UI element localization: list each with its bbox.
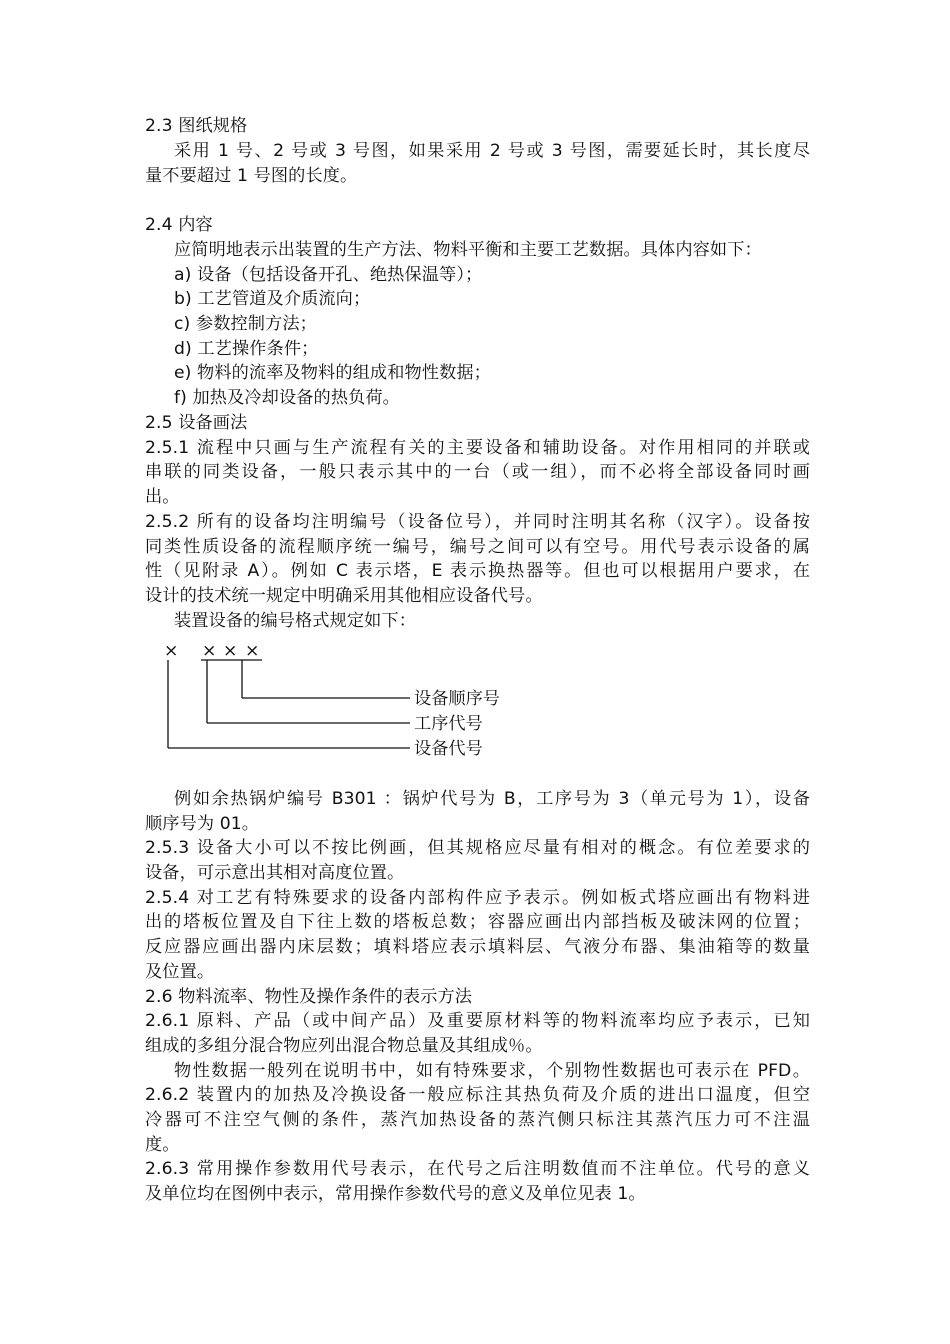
label-sequence-number: 设备顺序号 [414,689,500,709]
paragraph-line: 装置设备的编号格式规定如下： [174,611,417,631]
paragraph-line: 设备，可示意出其相对高度位置。 [145,863,405,883]
paragraph-line: 及单位均在图例中表示，常用操作参数代号的意义及单位见表 1。 [145,1184,646,1204]
paragraph-line: 顺序号为 01。 [145,814,260,834]
mark-equipment-code: × [164,641,179,661]
list-item-f: f) 加热及冷却设备的热负荷。 [174,388,400,408]
list-item-d: d) 工艺操作条件； [174,339,319,359]
section-heading-2-3: 2.3 图纸规格 [145,116,248,136]
paragraph-line: 2.6.2 装置内的加热及冷换设备一般应标注其热负荷及介质的进出口温度，但空 [145,1085,810,1105]
paragraph-line: 性（见附录 A）。例如 C 表示塔，E 表示换热器等。但也可以根据用户要求，在 [145,561,810,581]
paragraph-line: 组成的多组分混合物应列出混合物总量及其组成％。 [145,1036,543,1056]
list-item-e: e) 物料的流率及物料的组成和物性数据； [174,363,491,383]
paragraph-line: 设计的技术统一规定中明确采用其他相应设备代号。 [145,586,543,606]
paragraph-line: 2.6.1 原料、产品（或中间产品）及重要原材料等的物料流率均应予表示，已知 [145,1011,810,1031]
paragraph-line: 同类性质设备的流程顺序统一编号，编号之间可以有空号。用代号表示设备的属 [145,537,810,557]
section-heading-2-5: 2.5 设备画法 [145,413,248,433]
paragraph-line: 2.5.4 对工艺有特殊要求的设备内部构件应予表示。例如板式塔应画出有物料进 [145,888,810,908]
paragraph-line: 串联的同类设备，一般只表示其中的一台（或一组），而不必将全部设备同时画 [145,462,810,482]
paragraph-line: 2.6.3 常用操作参数用代号表示，在代号之后注明数值而不注单位。代号的意义 [145,1159,810,1179]
section-heading-2-6: 2.6 物料流率、物性及操作条件的表示方法 [145,987,473,1007]
paragraph-line: 及位置。 [145,962,215,982]
list-item-b: b) 工艺管道及介质流向； [174,289,371,309]
paragraph-line: 度。 [145,1135,180,1155]
paragraph-line: 冷器可不注空气侧的条件，蒸汽加热设备的蒸汽侧只标注其蒸汽压力可不注温 [145,1110,810,1130]
section-heading-2-4: 2.4 内容 [145,215,213,235]
label-process-code: 工序代号 [414,714,483,734]
paragraph-line: 2.5.3 设备大小可以不按比例画，但其规格应尽量有相对的概念。有位差要求的 [145,838,810,858]
list-item-a: a) 设备（包括设备开孔、绝热保温等）； [174,265,483,285]
paragraph-line: 出的塔板位置及自下往上数的塔板总数；容器应画出内部挡板及破沫网的位置； [145,912,810,932]
mark-sequence-1: × [223,641,238,661]
paragraph-line: 反应器应画出器内床层数；填料塔应表示填料层、气液分布器、集油箱等的数量 [145,937,810,957]
list-item-c: c) 参数控制方法； [174,314,317,334]
mark-sequence-2: × [245,641,260,661]
paragraph-line: 2.5.1 流程中只画与生产流程有关的主要设备和辅助设备。对作用相同的并联或 [145,438,810,458]
paragraph-line: 应简明地表示出装置的生产方法、物料平衡和主要工艺数据。具体内容如下： [174,240,762,260]
mark-process-code: × [202,641,217,661]
paragraph-line: 例如余热锅炉编号 B301 ：锅炉代号为 B，工序号为 3（单元号为 1），设备 [174,789,810,809]
paragraph-line: 采用 1 号、2 号或 3 号图，如果采用 2 号或 3 号图，需要延长时，其长度尽 [174,141,810,161]
paragraph-line: 物性数据一般列在说明书中，如有特殊要求，个别物性数据也可表示在 PFD。 [174,1061,810,1081]
paragraph-line: 出。 [145,487,180,507]
paragraph-line: 2.5.2 所有的设备均注明编号（设备位号），并同时注明其名称（汉字）。设备按 [145,512,810,532]
label-equipment-code: 设备代号 [414,739,483,759]
paragraph-line: 量不要超过 1 号图的长度。 [145,166,358,186]
